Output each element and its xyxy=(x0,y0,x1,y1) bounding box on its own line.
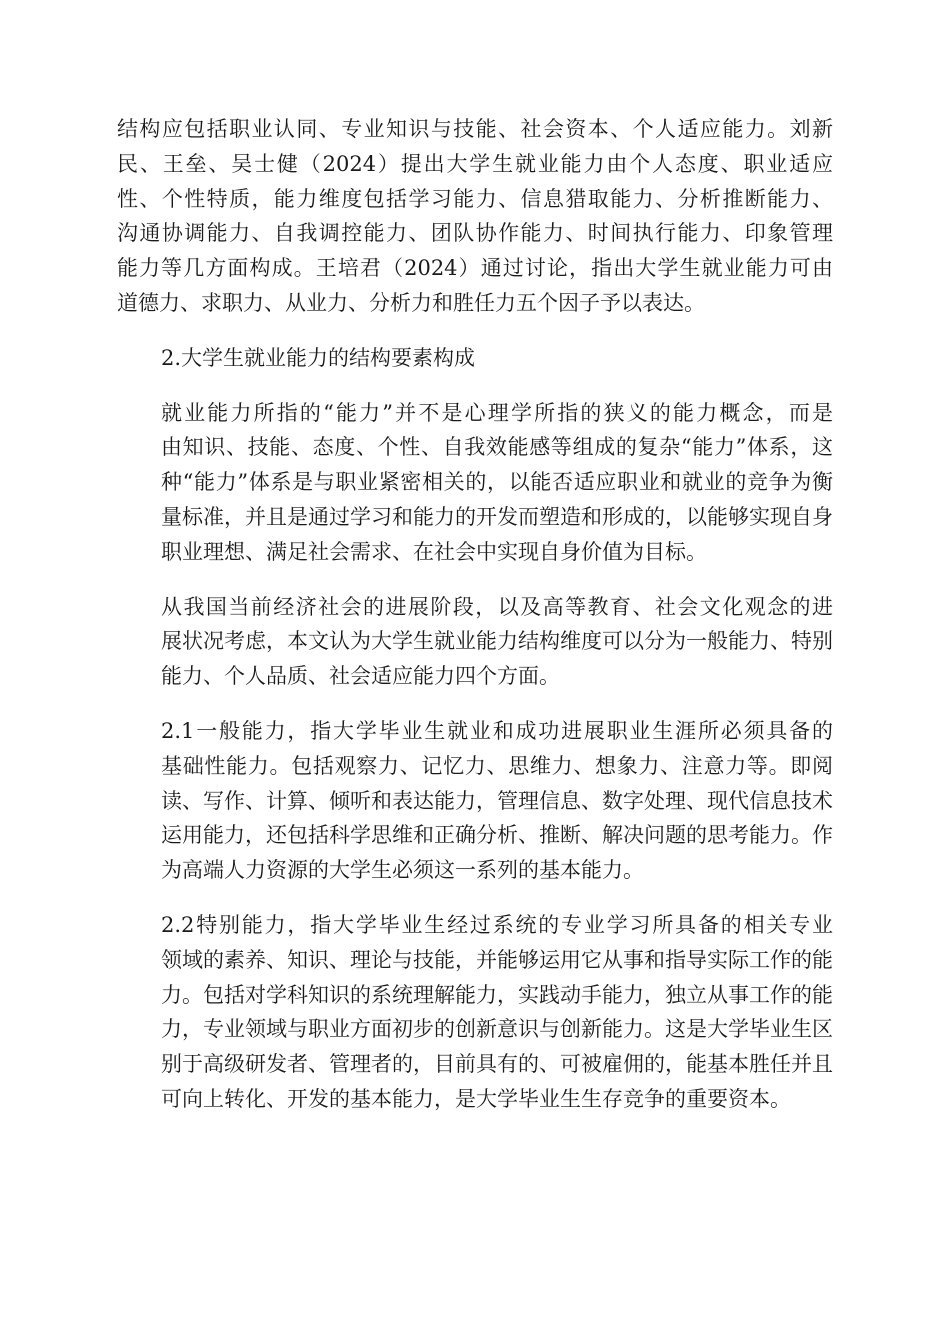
text-line: 可向上转化、开发的基本能力，是大学毕业生生存竞争的重要资本。 xyxy=(161,1086,791,1111)
text-line: 沟通协调能力、自我调控能力、团队协作能力、时间执行能力、印象管理 xyxy=(117,221,833,246)
text-line: 读、写作、计算、倾听和表达能力，管理信息、数字处理、现代信息技术 xyxy=(161,788,833,813)
text-line: 从我国当前经济社会的进展阶段，以及高等教育、社会文化观念的进 xyxy=(161,594,833,619)
text-line: 由知识、技能、态度、个性、自我效能感等组成的复杂“能力”体系，这 xyxy=(161,435,833,460)
text-line: 2.1一般能力，指大学毕业生就业和成功进展职业生涯所必须具备的 xyxy=(161,718,833,743)
text-line: 性、个性特质，能力维度包括学习能力、信息猎取能力、分析推断能力、 xyxy=(117,186,833,211)
text-line: 能力等几方面构成。王培君（2024）通过讨论，指出大学生就业能力可由 xyxy=(117,256,833,281)
paragraph xyxy=(117,590,833,694)
text-line: 为高端人力资源的大学生必须这一系列的基本能力。 xyxy=(161,858,644,883)
paragraph xyxy=(117,908,833,1117)
text-line: 2.2特别能力，指大学毕业生经过系统的专业学习所具备的相关专业 xyxy=(161,912,833,937)
text-line: 结构应包括职业认同、专业知识与技能、社会资本、个人适应能力。刘新 xyxy=(117,117,833,141)
paragraph xyxy=(117,714,833,888)
text-line: 量标准，并且是通过学习和能力的开发而塑造和形成的，以能够实现自身 xyxy=(161,504,833,529)
text-line: 力，专业领域与职业方面初步的创新意识与创新能力。这是大学毕业生区 xyxy=(161,1017,833,1042)
text-line: 就业能力所指的“能力”并不是心理学所指的狭义的能力概念，而是 xyxy=(161,400,833,425)
text-line: 种“能力”体系是与职业紧密相关的，以能否适应职业和就业的竞争为衡 xyxy=(161,470,833,495)
text-line: 力。包括对学科知识的系统理解能力，实践动手能力，独立从事工作的能 xyxy=(161,982,833,1007)
text-line: 运用能力，还包括科学思维和正确分析、推断、解决问题的思考能力。作 xyxy=(161,823,833,848)
text-line: 展状况考虑，本文认为大学生就业能力结构维度可以分为一般能力、特别 xyxy=(161,629,833,654)
text-line: 民、王垒、吴士健（2024）提出大学生就业能力由个人态度、职业适应 xyxy=(117,151,833,176)
text-line: 道德力、求职力、从业力、分析力和胜任力五个因子予以表达。 xyxy=(117,290,705,315)
text-line: 能力、个人品质、社会适应能力四个方面。 xyxy=(161,664,560,689)
text-line: 别于高级研发者、管理者的，目前具有的、可被雇佣的，能基本胜任并且 xyxy=(161,1052,833,1077)
paragraph xyxy=(117,112,833,321)
text-line: 领域的素养、知识、理论与技能，并能够运用它从事和指导实际工作的能 xyxy=(161,947,833,972)
text-line: 职业理想、满足社会需求、在社会中实现自身价值为目标。 xyxy=(161,539,707,564)
text-line: 基础性能力。包括观察力、记忆力、思维力、想象力、注意力等。即阅 xyxy=(161,753,833,778)
section-heading xyxy=(117,341,833,376)
text-line: 2.大学生就业能力的结构要素构成 xyxy=(161,345,476,370)
body-text xyxy=(117,112,833,1137)
paragraph xyxy=(117,396,833,570)
